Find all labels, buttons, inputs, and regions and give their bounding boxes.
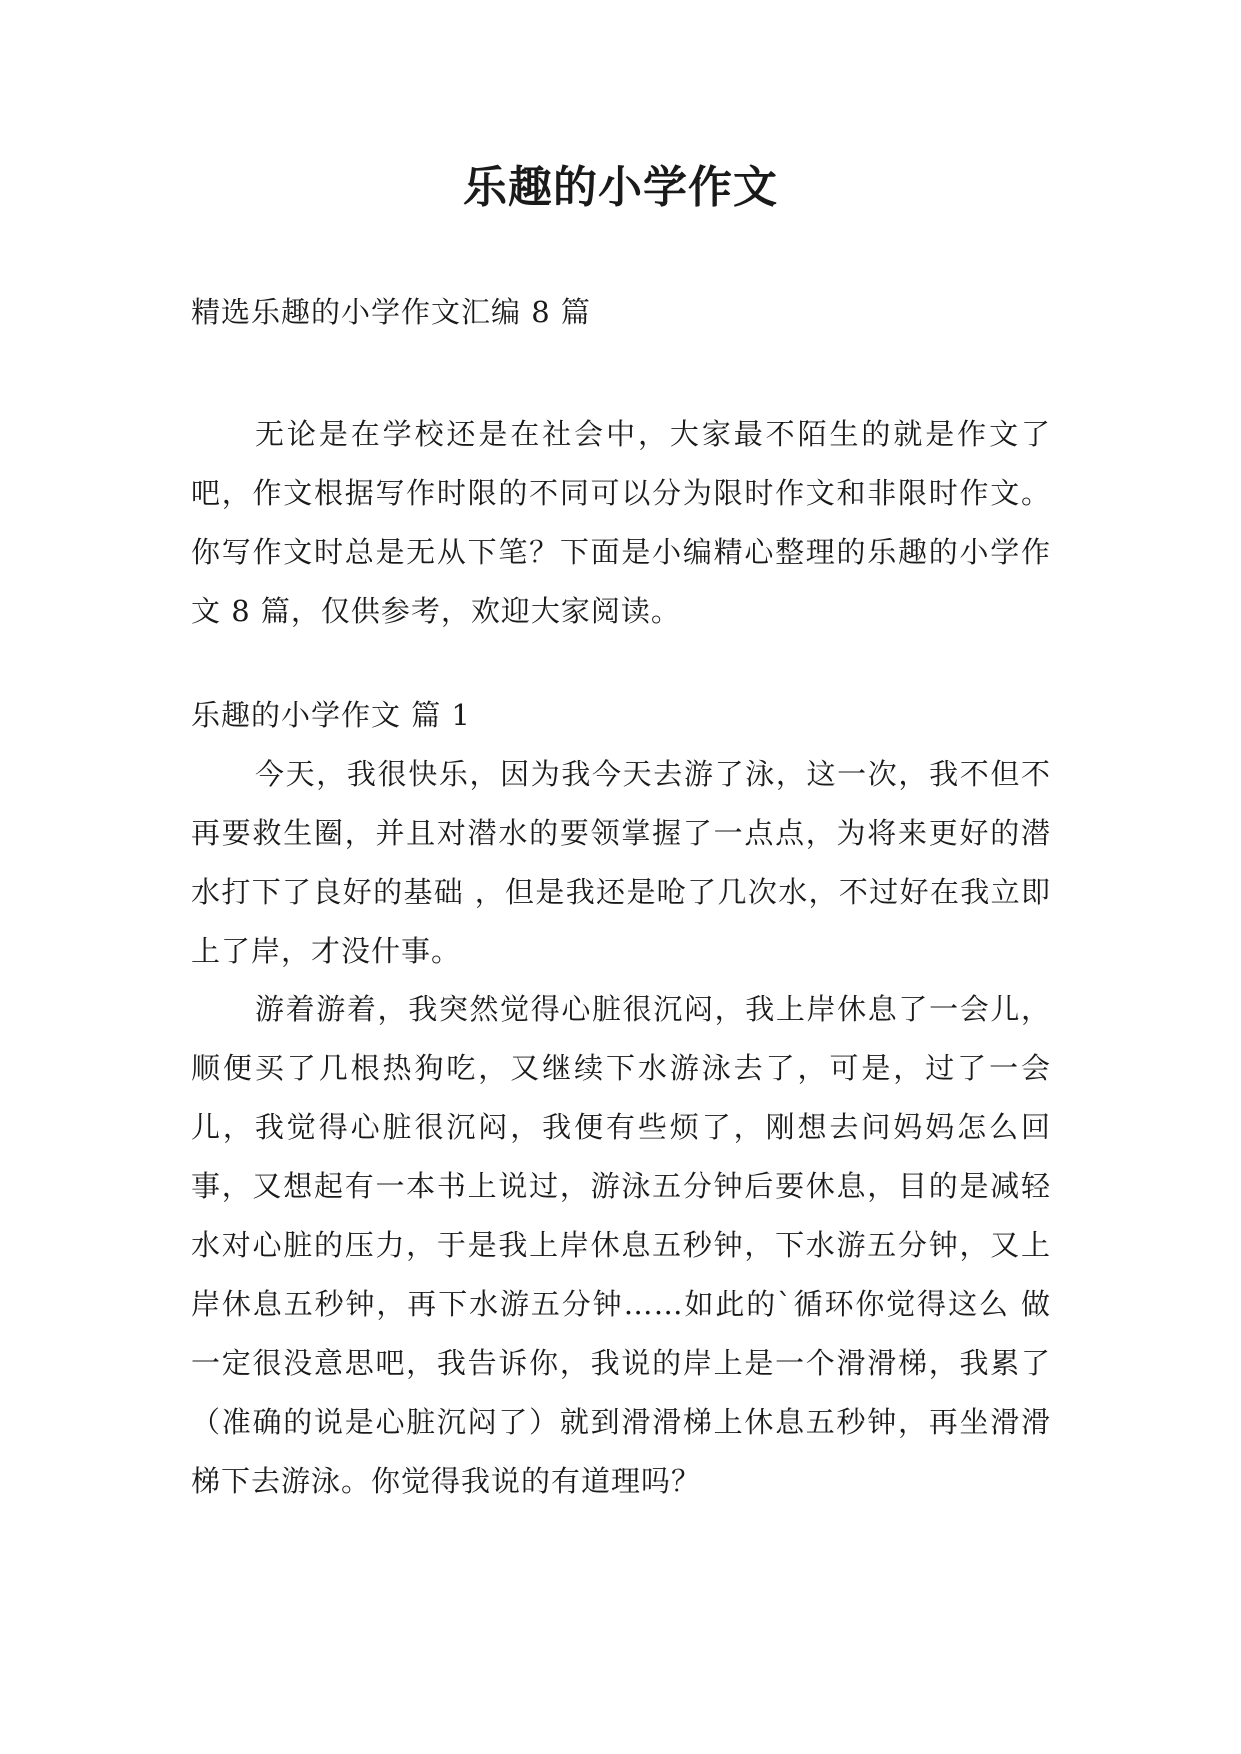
intro-paragraph-block (191, 405, 1051, 641)
paragraph-1-block (191, 745, 1051, 981)
paragraph-1: 今天，我很快乐，因为我今天去游了泳，这一次，我不但不再要救生圈，并且对潜水的要领掌握了一点点，为将来更好的潜水打下了良好的基础 ，但是我还是呛了几次水，不过好在我立即上了岸，才没什事。 (191, 757, 1051, 968)
section-heading: 乐趣的小学作文 篇 1 (191, 698, 471, 732)
subtitle-text: 精选乐趣的小学作文汇编 8 篇 (191, 295, 591, 329)
paragraph-2-block (191, 980, 1051, 1511)
paragraph-2: 游着游着，我突然觉得心脏很沉闷，我上岸休息了一会儿，顺便买了几根热狗吃，又继续下水游泳去了，可是，过了一会儿，我觉得心脏很沉闷，我便有些烦了，刚想去问妈妈怎么回事，又想起有一本书上说过，游泳五分钟后要休息，目的是减轻水对心脏的压力，于是我上岸休息五秒钟，下水游五分钟，又上岸休息五秒钟，再下水游五分钟……如此的`循环你觉得这么 做一定很没意思吧，我告诉你，我说的岸上是一个滑滑梯，我累了（准确的说是心脏沉闷了）就到滑滑梯上休息五秒钟，再坐滑滑梯下去游泳。你觉得我说的有道理吗？ (191, 992, 1051, 1498)
intro-paragraph: 无论是在学校还是在社会中，大家最不陌生的就是作文了吧，作文根据写作时限的不同可以分为限时作文和非限时作文。你写作文时总是无从下笔？下面是小编精心整理的乐趣的小学作文 8 篇，仅供参考，欢迎大家阅读。 (191, 417, 1051, 628)
document-title: 乐趣的小学作文 (463, 162, 778, 213)
section-heading-block (191, 686, 1051, 745)
document-subtitle (191, 283, 1051, 342)
